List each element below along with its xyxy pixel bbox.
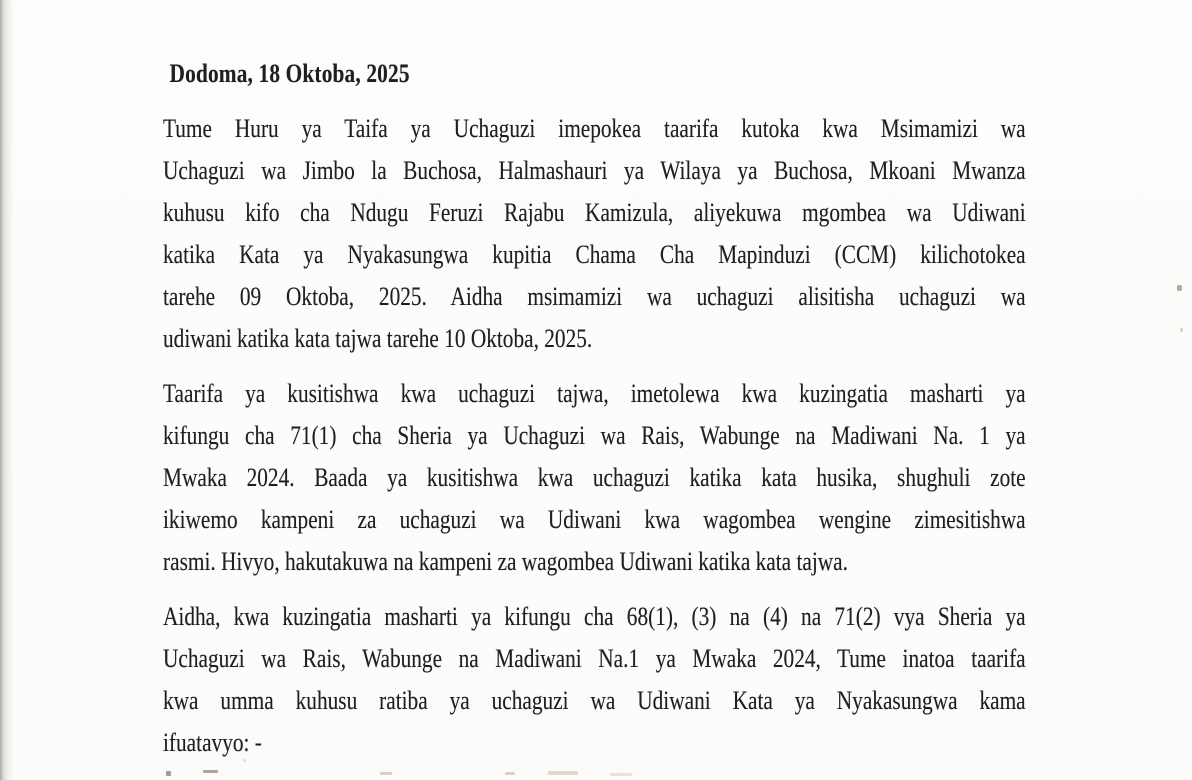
scan-speck [1177, 285, 1182, 291]
text-line: Tume Huru ya Taifa ya Uchaguzi imepokea taarifa kutoka kwa Msimamizi wa [163, 114, 1026, 143]
text-line: Uchaguzi wa Rais, Wabunge na Madiwani Na.1 ya Mwaka 2024, Tume inatoa taarifa [163, 644, 1026, 673]
document-paragraphs [163, 108, 1026, 764]
text-line: kifungu cha 71(1) cha Sheria ya Uchaguzi wa Rais, Wabunge na Madiwani Na. 1 ya [163, 421, 1026, 450]
text-line: tarehe 09 Oktoba, 2025. Aidha msimamizi wa uchaguzi alisitisha uchaguzi wa [163, 282, 1026, 311]
text-line: Uchaguzi wa Jimbo la Buchosa, Halmashauri ya Wilaya ya Buchosa, Mkoani Mwanza [163, 156, 1026, 185]
paragraph [163, 373, 1026, 583]
text-line: kuhusu kifo cha Ndugu Feruzi Rajabu Kamizula, aliyekuwa mgombea wa Udiwani [163, 198, 1026, 227]
text-line: ifuatavyo: - [163, 728, 262, 757]
paragraph [163, 596, 1026, 764]
text-line: Aidha, kwa kuzingatia masharti ya kifungu cha 68(1), (3) na (4) na 71(2) vya Sheria ya [163, 602, 1026, 631]
text-line: Taarifa ya kusitishwa kwa uchaguzi tajwa, imetolewa kwa kuzingatia masharti ya [163, 379, 1026, 408]
text-line: katika Kata ya Nyakasungwa kupitia Chama Cha Mapinduzi (CCM) kilichotokea [163, 240, 1026, 269]
document-content [163, 0, 1026, 764]
paragraph [163, 108, 1026, 360]
scan-edge-shadow [0, 0, 14, 780]
text-line: rasmi. Hivyo, hakutakuwa na kampeni za wagombea Udiwani katika kata tajwa. [163, 547, 848, 576]
scan-speck [1180, 328, 1183, 332]
text-line: ikiwemo kampeni za uchaguzi wa Udiwani kwa wagombea wengine zimesitishwa [163, 505, 1026, 534]
scan-speck [243, 759, 246, 762]
text-line: Mwaka 2024. Baada ya kusitishwa kwa uchaguzi katika kata husika, shughuli zote [163, 463, 1026, 492]
text-line: udiwani katika kata tajwa tarehe 10 Oktoba, 2025. [163, 324, 593, 353]
dateline: Dodoma, 18 Oktoba, 2025 [169, 59, 410, 88]
text-line: kwa umma kuhusu ratiba ya uchaguzi wa Udiwani Kata ya Nyakasungwa kama [163, 686, 1026, 715]
